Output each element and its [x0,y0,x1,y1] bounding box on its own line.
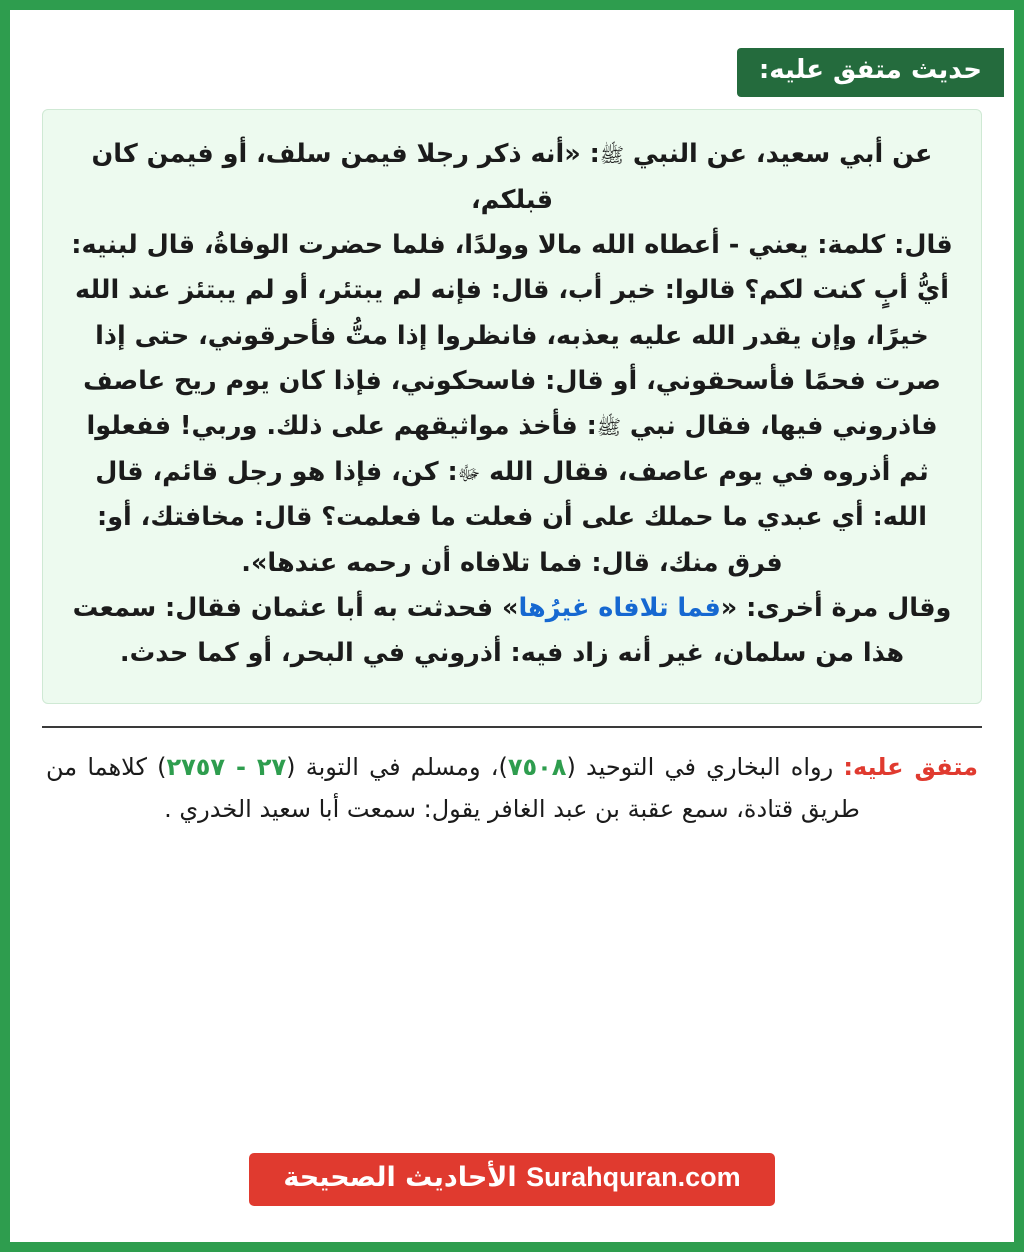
muslim-hadith-number: ٢٧ - ٢٧٥٧ [166,752,287,781]
site-tagline: الأحاديث الصحيحة [283,1162,517,1193]
source-grade-label: متفق عليه: [843,752,979,781]
source-text-2: )، ومسلم في التوبة ( [286,752,508,781]
highlighted-phrase: فما تلافاه غيرُها [518,592,721,623]
hadith-grade-badge: حديث متفق عليه: [737,48,1004,97]
header [42,20,982,109]
honorific-glyph: ﷻ [457,460,481,485]
hadith-source-reference [42,746,982,830]
source-text-1: رواه البخاري في التوحيد ( [566,752,834,781]
section-divider [42,726,982,728]
honorific-glyph: ﷺ [596,415,622,440]
hadith-paragraph-3 [69,586,955,677]
hadith-text-box [42,109,982,704]
footer [42,1153,982,1232]
site-footer-badge[interactable] [249,1153,774,1206]
hadith-paragraph-1: عن أبي سعيد، عن النبي ﷺ: «أنه ذكر رجلا فيمن سلف، أو فيمن كان قبلكم، [91,139,933,215]
source-text-3: ) كلاهما من طريق قتادة، سمع عقبة بن عبد الغافر يقول: سمعت أبا سعيد الخدري . [46,752,860,823]
page-content [20,20,1004,1232]
bukhari-hadith-number: ٧٥٠٨ [507,752,567,781]
honorific-glyph: ﷺ [599,143,624,168]
hadith-paragraph-3-text: وقال مرة أخرى: «فما تلافاه غيرُها» فحدثت به أبا عثمان فقال: سمعت هذا من سلمان، غير أنه زاد فيه: أذروني في البحر، أو كما حدث. [72,592,952,669]
site-name: Surahquran.com [526,1162,741,1192]
hadith-paragraph-2: قال: كلمة: يعني - أعطاه الله مالا وولدًا، فلما حضرت الوفاةُ، قال لبنيه: أيُّ أبٍ كنت لكم؟ قالوا: خير أب، قال: فإنه لم يبتئر، أو لم يبتئز عند الله خيرًا، وإن يقدر الله عليه يعذبه، فانظروا إذا متُّ فأحرقوني، حتى إذا صرت فحمًا فأسحقوني، أو قال: فاسحكوني، فإذا كان يوم ريح عاصف فاذروني فيها، فقال نبي ﷺ: فأخذ مواثيقهم على ذلك. وربي! ففعلوا ثم أذروه في يوم عاصف، فقال الله ﷻ: كن، فإذا هو رجل قائم، قال الله: أي عبدي ما حملك على أن فعلت ما فعلمت؟ قال: مخافتك، أو: فرق منك، قال: فما تلافاه أن رحمه عندها». [71,229,953,578]
